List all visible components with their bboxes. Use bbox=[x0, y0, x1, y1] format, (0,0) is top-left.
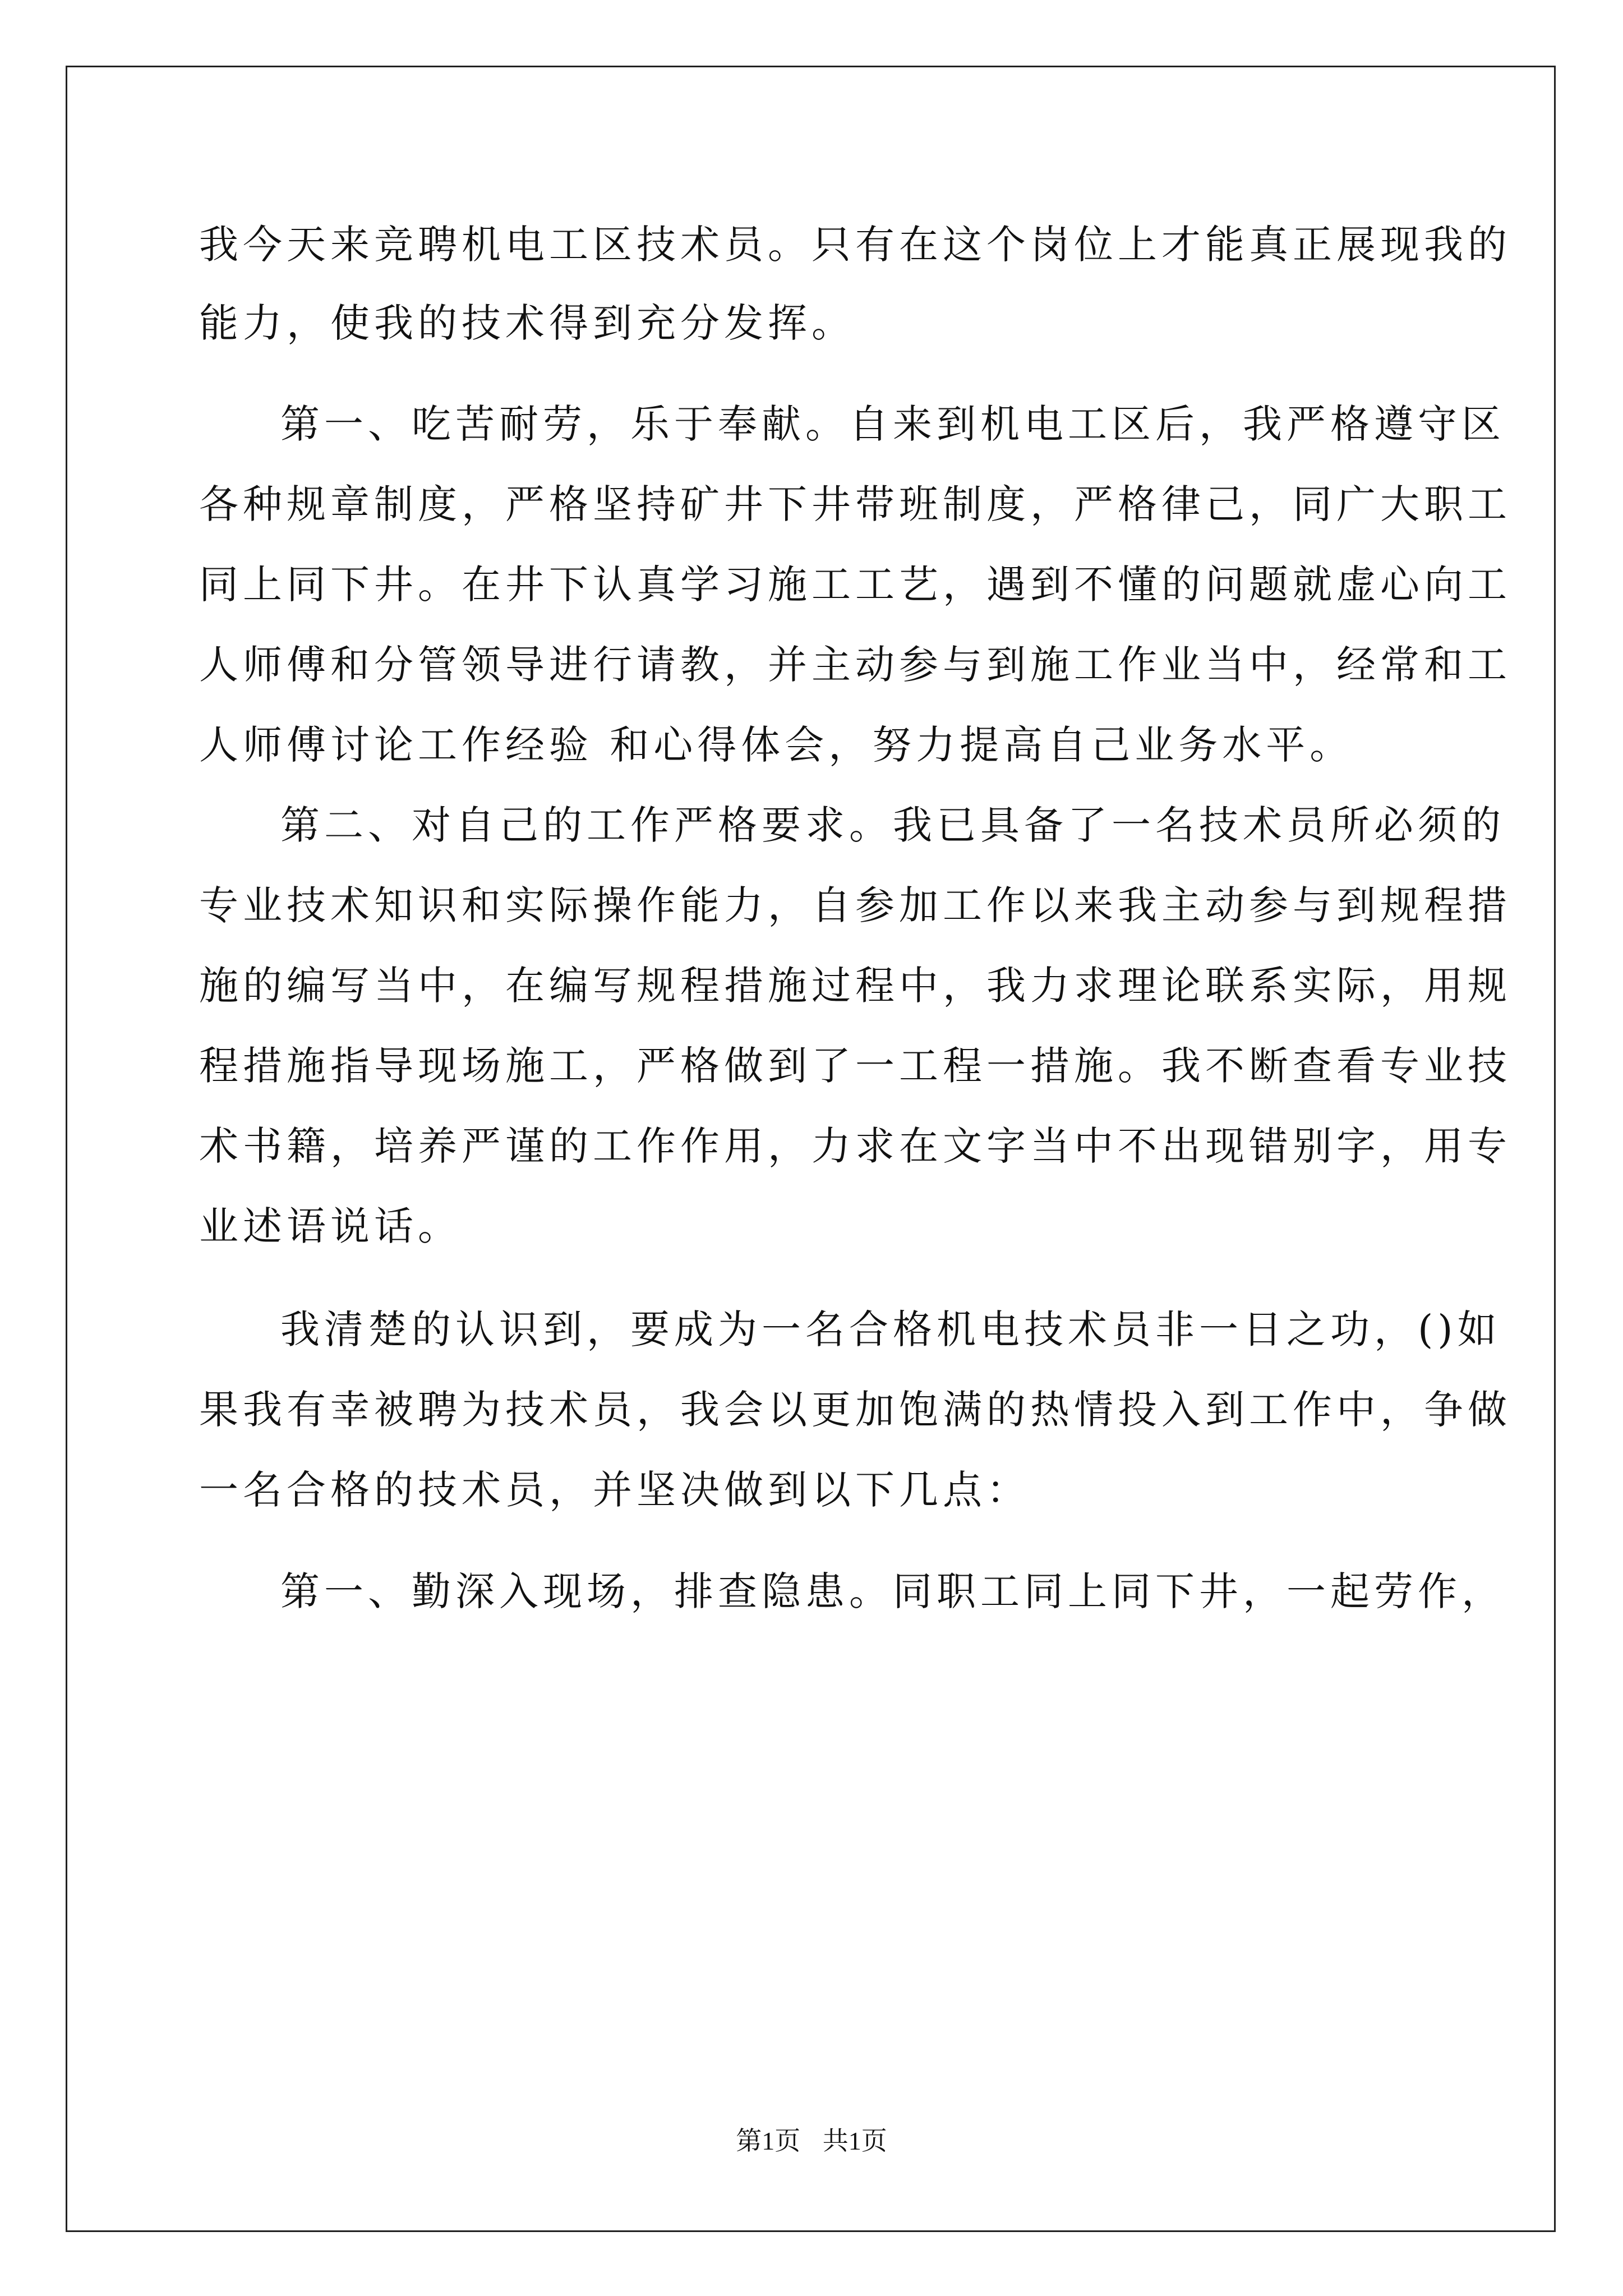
text-line: 专业技术知识和实际操作能力，自参加工作以来我主动参与到规程措 bbox=[199, 882, 1511, 928]
text-line: 人师傅讨论工作经验 和心得体会，努力提高自己业务水平。 bbox=[199, 722, 1354, 768]
text-line: 果我有幸被聘为技术员，我会以更加饱满的热情投入到工作中，争做 bbox=[199, 1387, 1511, 1433]
text-line: 术书籍，培养严谨的工作作用，力求在文字当中不出现错别字，用专 bbox=[199, 1123, 1511, 1169]
paragraph-first-line: 第二、对自己的工作严格要求。我已具备了一名技术员所必须的 bbox=[280, 802, 1505, 848]
text-line: 程措施指导现场施工，严格做到了一工程一措施。我不断查看专业技 bbox=[199, 1043, 1511, 1089]
paragraph-first-line: 我清楚的认识到，要成为一名合格机电技术员非一日之功，()如 bbox=[280, 1306, 1501, 1352]
text-line: 一名合格的技术员，并坚决做到以下几点： bbox=[199, 1467, 1030, 1513]
text-line: 能力，使我的技术得到充分发挥。 bbox=[199, 300, 855, 346]
text-line: 同上同下井。在井下认真学习施工工艺，遇到不懂的问题就虚心向工 bbox=[199, 562, 1511, 608]
paragraph-first-line: 第一、勤深入现场，排查隐患。同职工同上同下井，一起劳作， bbox=[280, 1568, 1505, 1614]
text-line: 人师傅和分管领导进行请教，并主动参与到施工作业当中，经常和工 bbox=[199, 642, 1511, 688]
page-total: 共1页 bbox=[822, 2127, 887, 2155]
text-line: 施的编写当中，在编写规程措施过程中，我力求理论联系实际，用规 bbox=[199, 963, 1511, 1009]
page-footer bbox=[0, 2120, 1623, 2157]
text-line: 业述语说话。 bbox=[199, 1203, 462, 1249]
page-number: 第1页 bbox=[736, 2127, 801, 2155]
paragraph-first-line: 第一、吃苦耐劳，乐于奉献。自来到机电工区后，我严格遵守区 bbox=[280, 401, 1505, 447]
text-line: 各种规章制度，严格坚持矿井下井带班制度，严格律己，同广大职工 bbox=[199, 481, 1511, 527]
text-line: 我今天来竞聘机电工区技术员。只有在这个岗位上才能真正展现我的 bbox=[199, 222, 1511, 268]
